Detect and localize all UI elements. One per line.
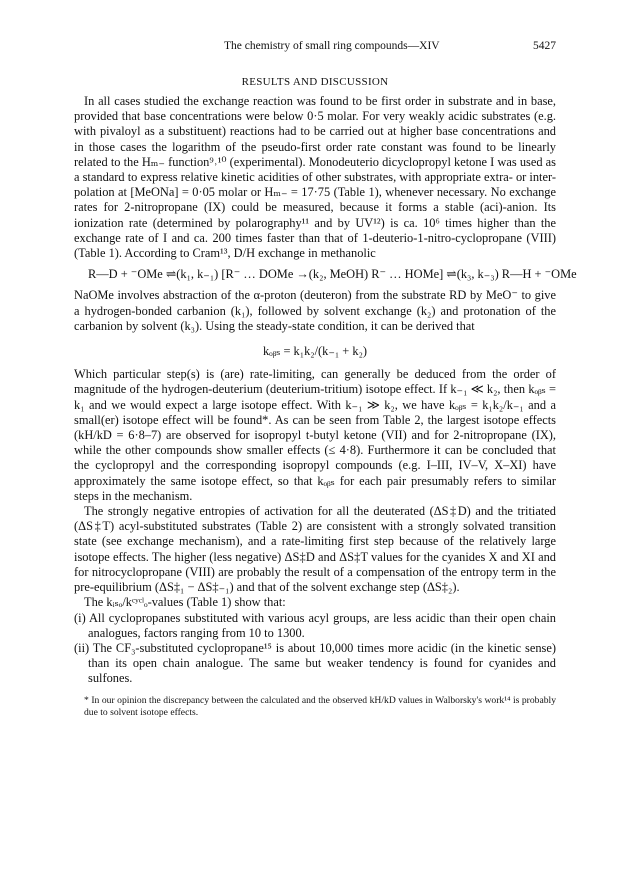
paragraph-kiso: The kᵢₛₒ/kᶜʸᶜˡₒ-values (Table 1) show that: xyxy=(84,595,286,610)
paragraph-mechanism: NaOMe involves abstraction of the α-proton (deuteron) from the substrate RD by MeO⁻ to give a hydrogen-bonded carbanion (k₁), followed by solvent exchange (k₂) and protonation of the carbanion by solvent (k₃). Using the steady-state condition, it can be derived that xyxy=(74,288,556,333)
footnote: * In our opinion the discrepancy between the calculated and the observed kH/kD values in Walborsky's work¹⁴ is probably due to solvent isotope effects. xyxy=(84,694,556,718)
page-number: 5427 xyxy=(533,40,556,52)
list-item: (ii) The CF₃-substituted cyclopropane¹⁵ is about 10,000 times more acidic (in the kinetic sense) than its open chain analogue. The same but weaker tendency is found for cyanides and sulfones. xyxy=(74,640,556,686)
paragraph-isotope: Which particular step(s) is (are) rate-limiting, can generally be deduced from the order of magnitude of the hydrogen-deuterium (deuterium-tritium) isotope effect. If k₋₁ ≪ k₂, then kₒᵦₛ = k₁ and we would expect a large isotope effect. With k₋₁ ≫ k₂, we have kₒᵦₛ = k₁k₂/k₋₁ and a small(er) isotope effect will be found*. As can be seen from Table 2, the largest isotope effects (kH/kD = 6·8–7) are observed for isopropyl t-butyl ketone (VII) and for 2-nitropropane (IX), while the other compounds show smaller effects (≤ 4·8). Furthermore it can be concluded that the cyclopropyl and the corresponding isopropyl compounds (e.g. I–III, IV–V, X–XI) have approximately the same isotope effect, so that kₒᵦₛ for each pair presumably refers to similar steps in the mechanism. xyxy=(74,367,556,503)
running-title: The chemistry of small ring compounds—XIV xyxy=(224,40,440,52)
body-text xyxy=(74,94,577,687)
paragraph-entropy: The strongly negative entropies of activation for all the deuterated (ΔS‡D) and the tritiated (ΔS‡T) acyl-substituted substrates (Table 2) are consistent with a strongly solvated transition state (see exchange mechanism), and a rate-limiting first step because of the relatively large isotope effects. The higher (less negative) ΔS‡D and ΔS‡T values for the cyanides X and XI and for nitrocyclopropane (VIII) are probably the result of a compensation of the entropy term in the pre-equilibrium (ΔS‡₁ − ΔS‡₋₁) and that of the solvent exchange step (ΔS‡₂). xyxy=(74,504,556,595)
section-title: RESULTS AND DISCUSSION xyxy=(241,76,389,88)
list-item: (i) All cyclopropanes substituted with various acyl groups, are less acidic than their open chain analogues, factors ranging from 10 to 1300. xyxy=(74,610,556,640)
running-header xyxy=(224,40,556,56)
kobs-equation: kₒᵦₛ = k₁k₂/(k₋₁ + k₂) xyxy=(262,344,368,359)
paragraph-intro: In all cases studied the exchange reaction was found to be first order in substrate and in base, provided that base concentrations were below 0·5 molar. For very weakly acidic substrates (e.g. with pivaloyl as a substituent) reactions had to be carried out at higher base concentrations and in those cases the logarithm of the pseudo-first order rate constant was found to be linearly related to the Hₘ₋ function⁹˒¹⁰ (experimental). Monodeuterio dicyclopropyl ketone I was used as a standard to express relative kinetic acidities of other substrates, with appropriate extra- or inter-polation at [MeONa] = 0·05 molar or Hₘ₋ = 17·75 (Table 1), whenever necessary. No exchange rates for 2-nitropropane (IX) could be measured, because it forms a stable (aci)-anion. Its ionization rate (determined by polarography¹¹ and by UV¹²) is ca. 10⁶ times higher than the exchange rate of I and ca. 200 times faster than that of 1-deuterio-1-nitro-cyclopropane (VIII) (Table 1). According to Cram¹³, D/H exchange in methanolic xyxy=(74,94,556,261)
mechanism-equation: R—D + ⁻OMe ⇌(k₁, k₋₁) [R⁻ … DOMe →(k₂, MeOH) R⁻ … HOMe] ⇌(k₃, k₋₃) R—H + ⁻OMe xyxy=(88,267,577,282)
